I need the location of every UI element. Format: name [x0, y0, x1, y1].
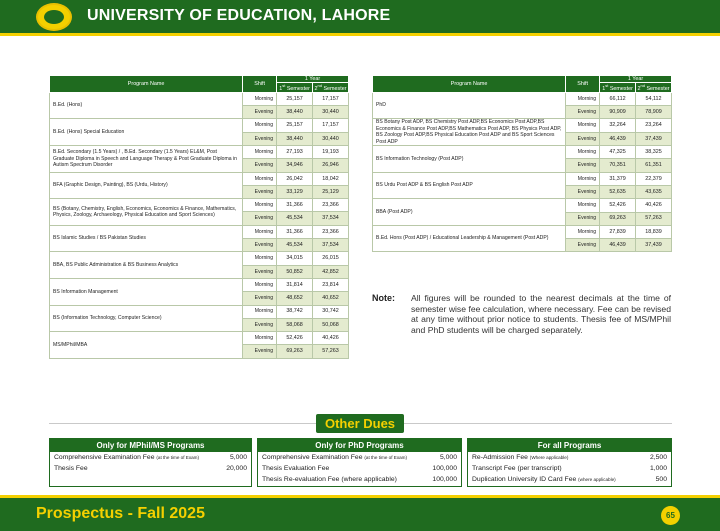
dues-label — [472, 463, 562, 474]
semester-1-fee-cell: 38,742 — [277, 305, 313, 318]
other-dues-title: Other Dues — [316, 414, 404, 433]
table-row — [50, 199, 349, 212]
shift-cell: Morning — [243, 92, 277, 105]
table-row — [373, 225, 672, 238]
shift-cell: Evening — [566, 212, 600, 225]
semester-2-fee-cell: 17,157 — [313, 92, 349, 105]
shift-cell: Evening — [243, 106, 277, 119]
semester-2-fee-cell: 61,351 — [636, 159, 672, 172]
shift-cell: Evening — [243, 292, 277, 305]
semester-2-fee-cell: 18,042 — [313, 172, 349, 185]
all-programs-dues-box — [467, 438, 672, 487]
dues-note: (Where applicable) — [529, 455, 569, 460]
dues-row — [50, 452, 251, 463]
semester-2-fee-cell: 38,325 — [636, 146, 672, 159]
semester-2-fee-cell: 17,157 — [313, 119, 349, 132]
dues-label-text: Re-Admission Fee — [472, 454, 528, 461]
semester-1-fee-cell: 69,263 — [600, 212, 636, 225]
semester-1-fee-cell: 34,946 — [277, 159, 313, 172]
program-name-cell: BS Islamic Studies / BS Pakistan Studies — [50, 225, 243, 252]
shift-cell: Morning — [566, 92, 600, 105]
semester-1-fee-cell: 66,112 — [600, 92, 636, 105]
program-name-cell: BS Information Technology (Post ADP) — [373, 146, 566, 173]
dues-label-text: Transcript Fee (per transcript) — [472, 465, 562, 472]
shift-cell: Evening — [243, 239, 277, 252]
semester-2-fee-cell: 57,263 — [313, 345, 349, 358]
semester-2-fee-cell: 30,440 — [313, 106, 349, 119]
dues-amount: 5,000 — [439, 454, 457, 461]
dues-row — [258, 452, 461, 463]
semester-1-fee-cell: 31,379 — [600, 172, 636, 185]
semester-2-fee-cell: 23,366 — [313, 199, 349, 212]
dues-row — [468, 463, 671, 474]
year-header: 1 Year — [277, 76, 349, 83]
semester-1-fee-cell: 52,426 — [277, 332, 313, 345]
shift-cell: Morning — [243, 305, 277, 318]
table-row — [50, 332, 349, 345]
program-name-cell: BBA, BS Public Administration & BS Business Analytics — [50, 252, 243, 279]
dues-label — [54, 452, 199, 463]
dues-label-text: Thesis Evaluation Fee — [262, 465, 330, 472]
shift-cell: Evening — [566, 132, 600, 145]
program-name-cell: BS (Botany, Chemistry, English, Economics, Economics & Finance, Mathematics, Physics, Zoology, Archaeology, Physical Education and Sport Sciences) — [50, 199, 243, 226]
fee-table-right-body — [373, 92, 672, 252]
semester-1-fee-cell: 25,157 — [277, 92, 313, 105]
semester-2-fee-cell: 43,635 — [636, 185, 672, 198]
dues-row — [468, 474, 671, 485]
fee-table-left — [49, 75, 349, 359]
dues-note: (at the time of Exam) — [364, 455, 408, 460]
semester-2-fee-cell: 37,534 — [313, 239, 349, 252]
table-row — [373, 119, 672, 132]
year-header: 1 Year — [600, 76, 672, 83]
semester-2-fee-cell: 18,839 — [636, 225, 672, 238]
dues-row — [258, 474, 461, 485]
semester-1-fee-cell: 90,909 — [600, 106, 636, 119]
shift-cell: Evening — [243, 212, 277, 225]
semester-1-fee-cell: 48,652 — [277, 292, 313, 305]
semester-1-fee-cell: 46,439 — [600, 239, 636, 252]
footer-title: Prospectus - Fall 2025 — [36, 505, 205, 522]
semester-1-fee-cell: 50,852 — [277, 265, 313, 278]
program-name-cell: BS (Information Technology, Computer Science) — [50, 305, 243, 332]
semester-1-fee-cell: 52,635 — [600, 185, 636, 198]
dues-label — [262, 474, 397, 485]
semester-1-header: 1st Semester — [600, 83, 636, 93]
table-row — [50, 172, 349, 185]
dues-row — [258, 463, 461, 474]
program-name-cell: B.Ed. (Hons) Special Education — [50, 119, 243, 146]
semester-2-fee-cell: 57,263 — [636, 212, 672, 225]
shift-cell: Evening — [566, 185, 600, 198]
semester-2-fee-cell: 42,852 — [313, 265, 349, 278]
shift-cell: Morning — [243, 225, 277, 238]
shift-cell: Evening — [566, 239, 600, 252]
phd-dues-title: Only for PhD Programs — [258, 439, 461, 452]
semester-2-fee-cell: 25,129 — [313, 185, 349, 198]
semester-2-header: 2nd Semester — [314, 83, 347, 92]
dues-label — [262, 463, 329, 474]
shift-cell: Evening — [243, 185, 277, 198]
semester-2-fee-cell: 37,439 — [636, 132, 672, 145]
dues-label-text: Thesis Fee — [54, 465, 88, 472]
dues-amount: 1,000 — [649, 465, 667, 472]
program-name-cell: B.Ed. Secondary (1.5 Years) / , B.Ed. Secondary (1.5 Years) EL&M, Post Graduate Diploma in Speech and Language Therapy & Post Graduate Diploma in Autism Spectrum Disorder — [50, 145, 243, 172]
shift-cell: Morning — [243, 119, 277, 132]
shift-cell: Morning — [566, 199, 600, 212]
semester-2-fee-cell: 40,652 — [313, 292, 349, 305]
semester-2-fee-cell: 26,946 — [313, 159, 349, 172]
semester-2-fee-cell: 30,742 — [313, 305, 349, 318]
shift-cell: Morning — [243, 278, 277, 291]
shift-cell: Morning — [243, 172, 277, 185]
table-row — [373, 199, 672, 212]
semester-1-fee-cell: 32,264 — [600, 119, 636, 132]
dues-note: (at the time of Exam) — [156, 455, 200, 460]
shift-header: Shift — [566, 76, 600, 93]
dues-row — [50, 463, 251, 474]
shift-cell: Morning — [243, 252, 277, 265]
program-name-cell: PhD — [373, 92, 566, 119]
semester-2-fee-cell: 26,015 — [313, 252, 349, 265]
table-row — [50, 92, 349, 105]
shift-cell: Morning — [566, 225, 600, 238]
shift-cell: Morning — [243, 145, 277, 158]
shift-cell: Evening — [243, 159, 277, 172]
semester-1-fee-cell: 25,157 — [277, 119, 313, 132]
table-row — [373, 146, 672, 159]
dues-note: (where applicable) — [578, 477, 616, 482]
dues-amount: 100,000 — [432, 476, 457, 483]
program-name-cell: BS Information Management — [50, 278, 243, 305]
semester-2-fee-cell: 23,366 — [313, 225, 349, 238]
shift-cell: Evening — [243, 265, 277, 278]
semester-1-header: 1st Semester — [277, 83, 313, 93]
dues-amount: 100,000 — [432, 465, 457, 472]
page-header — [0, 0, 720, 33]
shift-cell: Morning — [566, 119, 600, 132]
semester-1-fee-cell: 70,351 — [600, 159, 636, 172]
dues-amount: 500 — [655, 476, 667, 483]
header-accent-line — [0, 33, 720, 36]
page-footer — [0, 498, 720, 531]
table-row — [50, 225, 349, 238]
semester-2-fee-cell: 78,909 — [636, 106, 672, 119]
mphil-dues-title: Only for MPhil/MS Programs — [50, 439, 251, 452]
dues-amount: 2,500 — [649, 454, 667, 461]
dues-label — [472, 452, 568, 463]
shift-cell: Morning — [243, 332, 277, 345]
table-row — [50, 119, 349, 132]
shift-cell: Morning — [566, 146, 600, 159]
dues-label-text: Comprehensive Examination Fee — [54, 454, 155, 461]
semester-2-fee-cell: 40,426 — [636, 199, 672, 212]
table-row — [50, 278, 349, 291]
page-number: 65 — [661, 506, 680, 525]
note-label: Note: — [372, 293, 395, 303]
table-row — [50, 145, 349, 158]
semester-2-fee-cell: 54,112 — [636, 92, 672, 105]
program-name-cell: B.Ed. Hons (Post ADP) / Educational Leadership & Management (Post ADP) — [373, 225, 566, 252]
table-row — [373, 92, 672, 105]
program-name-header: Program Name — [50, 76, 243, 93]
semester-2-fee-cell: 19,193 — [313, 145, 349, 158]
dues-label-text: Duplication University ID Card Fee — [472, 476, 577, 483]
shift-cell: Evening — [243, 132, 277, 145]
dues-label-text: Thesis Re-evaluation Fee (where applicable) — [262, 476, 397, 483]
semester-2-fee-cell: 22,379 — [636, 172, 672, 185]
semester-1-fee-cell: 38,440 — [277, 132, 313, 145]
program-name-cell: B.Ed. (Hons) — [50, 92, 243, 119]
semester-2-header: 2nd Semester — [637, 83, 670, 92]
semester-1-fee-cell: 31,814 — [277, 278, 313, 291]
shift-cell: Morning — [243, 199, 277, 212]
mphil-dues-box — [49, 438, 252, 487]
semester-1-fee-cell: 31,366 — [277, 225, 313, 238]
semester-1-fee-cell: 45,534 — [277, 239, 313, 252]
semester-1-fee-cell: 47,325 — [600, 146, 636, 159]
semester-1-fee-cell: 38,440 — [277, 106, 313, 119]
semester-1-fee-cell: 52,426 — [600, 199, 636, 212]
shift-header: Shift — [243, 76, 277, 93]
semester-2-fee-cell: 30,440 — [313, 132, 349, 145]
program-name-header: Program Name — [373, 76, 566, 93]
dues-row — [468, 452, 671, 463]
table-row — [373, 172, 672, 185]
semester-1-fee-cell: 58,068 — [277, 318, 313, 331]
all-programs-dues-title: For all Programs — [468, 439, 671, 452]
table-row — [50, 252, 349, 265]
program-name-cell: BBA (Post ADP) — [373, 199, 566, 226]
dues-label — [54, 463, 88, 474]
semester-2-fee-cell: 37,439 — [636, 239, 672, 252]
dues-amount: 20,000 — [226, 465, 247, 472]
program-name-cell: BS Urdu Post ADP & BS English Post ADP — [373, 172, 566, 199]
program-name-cell: MS/MPhil/MBA — [50, 332, 243, 359]
semester-2-fee-cell: 23,264 — [636, 119, 672, 132]
shift-cell: Evening — [566, 106, 600, 119]
dues-label — [262, 452, 407, 463]
note-text: All figures will be rounded to the nearest decimals at the time of semester wise fee calculation, where necessary. Fee can be revised at any time without prior notice to students. Thesis fee of MS/MPhil and PhD students will be charged separately. — [411, 293, 671, 336]
semester-1-fee-cell: 31,366 — [277, 199, 313, 212]
phd-dues-box — [257, 438, 462, 487]
semester-1-fee-cell: 27,839 — [600, 225, 636, 238]
semester-1-fee-cell: 46,439 — [600, 132, 636, 145]
shift-cell: Evening — [243, 318, 277, 331]
semester-2-fee-cell: 23,814 — [313, 278, 349, 291]
fee-table-left-body — [50, 92, 349, 358]
fee-table-right — [372, 75, 672, 252]
program-name-cell: BFA (Graphic Design, Painting), BS (Urdu, History) — [50, 172, 243, 199]
university-logo — [36, 3, 72, 31]
dues-amount: 5,000 — [229, 454, 247, 461]
dues-label — [472, 474, 616, 485]
semester-1-fee-cell: 34,015 — [277, 252, 313, 265]
shift-cell: Evening — [566, 159, 600, 172]
semester-1-fee-cell: 69,263 — [277, 345, 313, 358]
semester-2-fee-cell: 50,068 — [313, 318, 349, 331]
table-row — [50, 305, 349, 318]
shift-cell: Morning — [566, 172, 600, 185]
semester-2-fee-cell: 40,426 — [313, 332, 349, 345]
semester-1-fee-cell: 33,129 — [277, 185, 313, 198]
program-name-cell: BS Botany Post ADP, BS Chemistry Post ADP,BS Economics Post ADP,BS Economics & Finance Post ADP,BS Mathematics Post ADP, BS Physics Post ADP, BS Zoology Post ADP,BS Physical Education Post ADP and BS Sport Sciences Post ADP — [373, 119, 566, 146]
dues-label-text: Comprehensive Examination Fee — [262, 454, 363, 461]
shift-cell: Evening — [243, 345, 277, 358]
semester-1-fee-cell: 26,042 — [277, 172, 313, 185]
header-title: UNIVERSITY OF EDUCATION, LAHORE — [87, 7, 391, 24]
semester-1-fee-cell: 27,193 — [277, 145, 313, 158]
semester-1-fee-cell: 45,534 — [277, 212, 313, 225]
semester-2-fee-cell: 37,534 — [313, 212, 349, 225]
